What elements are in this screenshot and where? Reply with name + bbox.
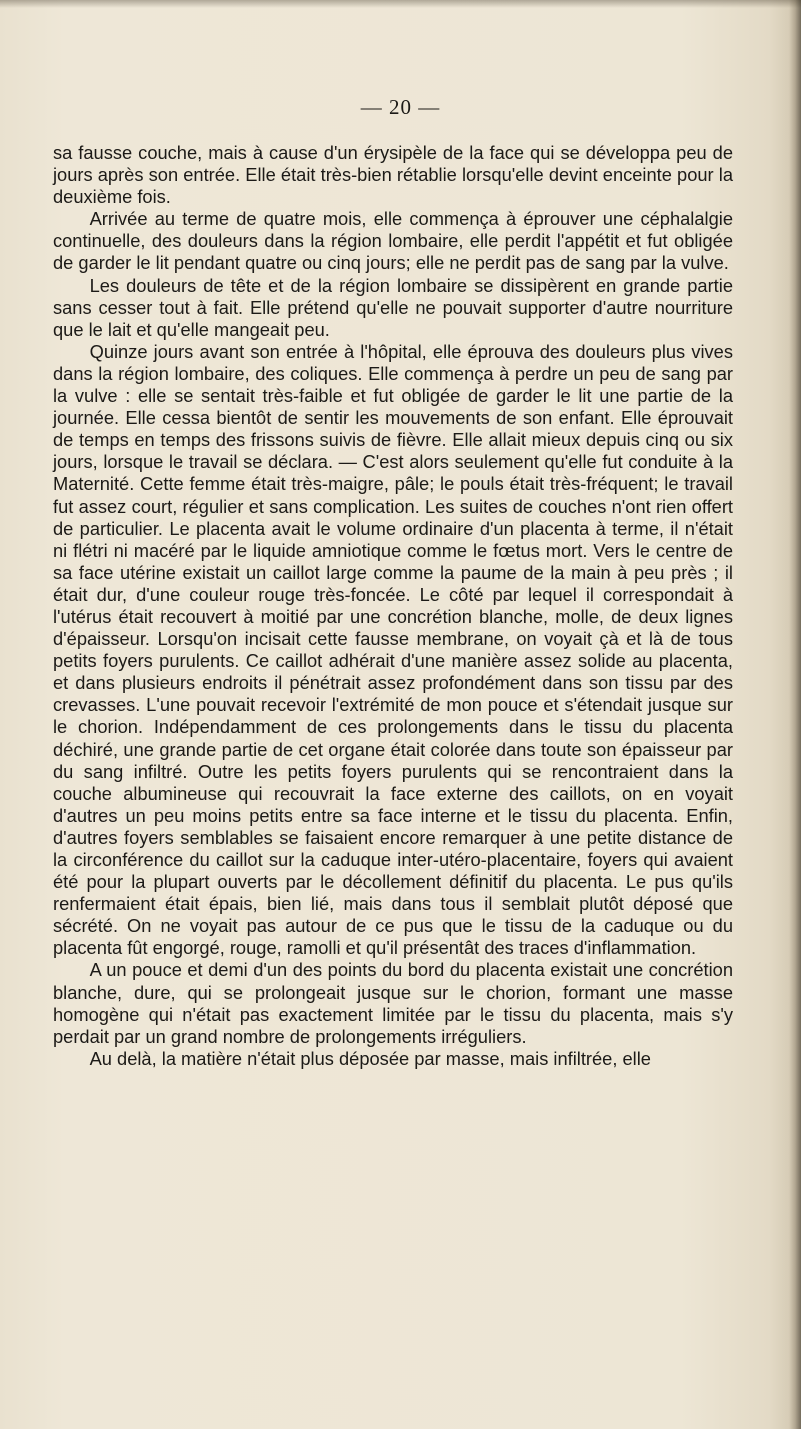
paragraph: Quinze jours avant son entrée à l'hôpital, elle éprouva des douleurs plus vives dans la région lombaire, des coliques. Elle commença à perdre un peu de sang par la vulve : elle se sentait très-faible et fut obligée de garder le lit une partie de la journée. Elle cessa bientôt de sentir les mouvements de son enfant. Elle éprouvait de temps en temps des frissons suivis de fièvre. Elle allait mieux depuis cinq ou six jours, lorsque le travail se déclara. — C'est alors seulement qu'elle fut conduite à la Maternité. Cette femme était très-maigre, pâle; le pouls était très-fréquent; le travail fut assez court, régulier et sans complication. Les suites de couches n'ont rien offert de particulier. Le placenta avait le volume ordinaire d'un placenta à terme, il n'était ni flétri ni macéré par le liquide amniotique comme le fœtus mort. Vers le centre de sa face utérine existait un caillot large comme la paume de la main à peu près ; il était dur, d'une couleur rouge très-foncée. Le côté par lequel il correspondait à l'utérus était recouvert à moitié par une concrétion blanche, molle, de deux lignes d'épaisseur. Lorsqu'on incisait cette fausse membrane, on voyait çà et là de tous petits foyers purulents. Ce caillot adhérait d'une manière assez solide au placenta, et dans plusieurs endroits il pénétrait assez profondément dans son tissu par des crevasses. L'une pouvait recevoir l'extrémité de mon pouce et s'étendait jusque sur le chorion. Indépendamment de ces prolongements dans le tissu du placenta déchiré, une grande partie de cet organe était colorée dans toute son épaisseur par du sang infiltré. Outre les petits foyers purulents qui se rencontraient dans la couche albumineuse qui recouvrait la face externe des caillots, on en voyait d'autres un peu moins petits entre sa face interne et le tissu du placenta. Enfin, d'autres foyers semblables se faisaient encore remarquer à une petite distance de la circonférence du caillot sur la caduque inter-utéro-placentaire, foyers qui avaient été pour la plupart ouverts par le décollement définitif du placenta. Le pus qu'ils renfermaient était épais, bien lié, mais dans tous il semblait plutôt déposé que sécrété. On ne voyait pas autour de ce pus que le tissu de la caduque ou du placenta fût engorgé, rouge, ramolli et qu'il présentât des traces d'inflammation.: [53, 340, 733, 959]
page-binding-shadow: [789, 0, 801, 1429]
page-number: — 20 —: [360, 95, 441, 119]
body-text: [53, 142, 733, 1070]
page-top-shadow: [0, 0, 801, 8]
paragraph: Arrivée au terme de quatre mois, elle commença à éprouver une céphalalgie continuelle, des douleurs dans la région lombaire, elle perdit l'appétit et fut obligée de garder le lit pendant quatre ou cinq jours; elle ne perdit pas de sang par la vulve.: [53, 208, 733, 274]
paragraph: A un pouce et demi d'un des points du bord du placenta existait une concrétion blanche, dure, qui se prolongeait jusque sur le chorion, formant une masse homogène qui n'était pas exactement limitée par le tissu du placenta, mais s'y perdait par un grand nombre de prolongements irréguliers.: [53, 959, 733, 1047]
paragraph: Les douleurs de tête et de la région lombaire se dissipèrent en grande partie sans cesser tout à fait. Elle prétend qu'elle ne pouvait supporter d'autre nourriture que le lait et qu'elle mangeait peu.: [53, 274, 733, 340]
paragraph: Au delà, la matière n'était plus déposée par masse, mais infiltrée, elle: [89, 1047, 651, 1069]
paragraph: sa fausse couche, mais à cause d'un érysipèle de la face qui se développa peu de jours après son entrée. Elle était très-bien rétablie lorsqu'elle devint enceinte pour la deuxième fois.: [53, 142, 733, 208]
